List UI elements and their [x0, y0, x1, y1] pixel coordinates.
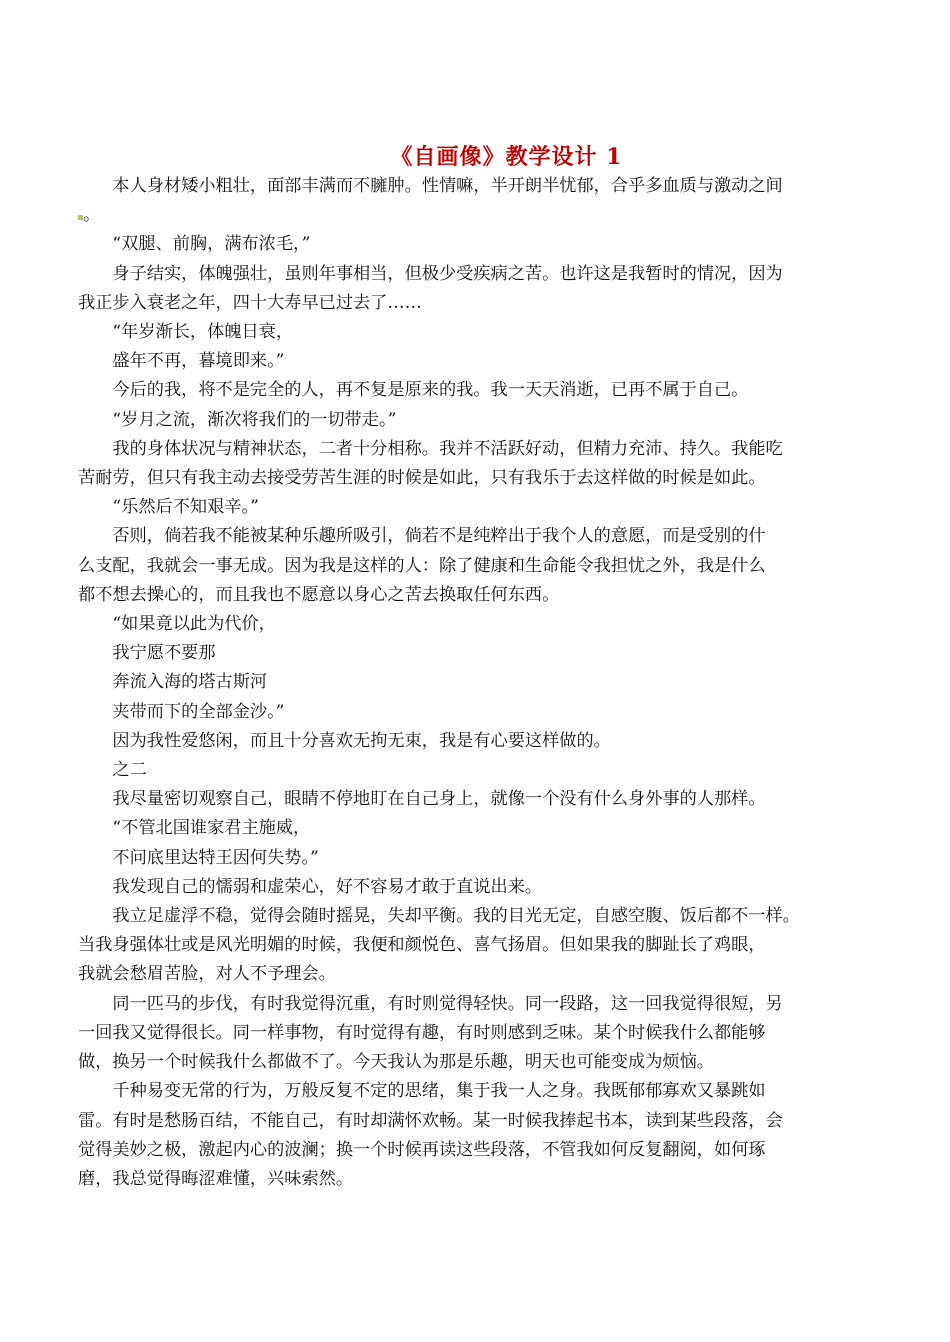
paragraph-line: 磨，我总觉得晦涩难懂，兴味索然。	[78, 1168, 354, 1189]
paragraph-line: 我尽量密切观察自己，眼睛不停地盯在自己身上，就像一个没有什么身外事的人那样。	[112, 789, 766, 810]
paragraph-line: 我立足虚浮不稳，觉得会随时摇晃，失却平衡。我的目光无定，自感空腹、饭后都不一样。	[112, 906, 800, 927]
document-title: 《自画像》教学设计 1	[390, 144, 623, 170]
paragraph-line	[78, 201, 883, 230]
paragraph-line: 我发现自己的懦弱和虚荣心，好不容易才敢于直说出来。	[112, 876, 543, 897]
quote-line: 我宁愿不要那	[112, 643, 216, 664]
paragraph-line: 因为我性爱悠闲，而且十分喜欢无拘无束，我是有心要这样做的。	[112, 730, 611, 751]
paragraph-line: 今后的我，将不是完全的人，再不复是原来的我。我一天天消逝，已再不属于自己。	[112, 380, 749, 401]
paragraph-line: 一回我又觉得很长。同一样事物，有时觉得有趣，有时则感到乏味。某个时候我什么都能够	[78, 1022, 766, 1043]
paragraph-line: 觉得美妙之极，激起内心的波澜；换一个时候再读这些段落，不管我如何反复翻阅，如何琢	[78, 1139, 766, 1160]
paragraph-line: 身子结实，体魄强壮，虽则年事相当，但极少受疾病之苦。也许这是我暂时的情况，因为	[112, 263, 783, 284]
quote-line: 奔流入海的塔古斯河	[112, 672, 268, 693]
quote-line: 不问底里达特王因何失势。”	[112, 847, 319, 868]
quote-line: “岁月之流，渐次将我们的一切带走。”	[112, 409, 397, 430]
quote-line: “如果竟以此为代价，	[112, 614, 276, 635]
paragraph-line: 我就会愁眉苦脸，对人不予理会。	[78, 964, 336, 985]
quote-line: “不管北国谁家君主施威，	[112, 818, 311, 839]
section-heading: 之二	[112, 760, 147, 781]
paragraph-line: 本人身材矮小粗壮，面部丰满而不臃肿。性情嘛，半开朗半忧郁，合乎多血质与激动之间	[112, 176, 783, 196]
paragraph-line: 做，换另一个时候我什么都做不了。今天我认为那是乐趣，明天也可能变成为烦恼。	[78, 1052, 714, 1073]
paragraph-line: 我的身体状况与精神状态，二者十分相称。我并不活跃好动，但精力充沛、持久。我能吃	[112, 438, 783, 459]
paragraph-line: 当我身强体壮或是风光明媚的时候，我便和颜悦色、喜气扬眉。但如果我的脚趾长了鸡眼，	[78, 935, 766, 956]
quote-line: “乐然后不知艰辛。”	[112, 497, 259, 518]
paragraph-line: 我正步入衰老之年，四十大寿早已过去了……	[78, 292, 422, 313]
quote-line: “年岁渐长，体魄日衰，	[112, 322, 294, 343]
quote-line: 夹带而下的全部金沙。”	[112, 701, 285, 722]
quote-line: 盛年不再，暮境即来。”	[112, 351, 285, 372]
quote-line: “双腿、前胸，满布浓毛，”	[112, 234, 311, 255]
document-body	[78, 172, 883, 1194]
paragraph-line: 同一匹马的步伐，有时我觉得沉重，有时则觉得轻快。同一段路，这一回我觉得很短，另	[112, 993, 783, 1014]
paragraph-line: 千种易变无常的行为，万般反复不定的思绪，集于我一人之身。我既郁郁寡欢又暴跳如	[112, 1081, 766, 1102]
paragraph-line: 都不想去操心的，而且我也不愿意以身心之苦去换取任何东西。	[78, 584, 560, 605]
paragraph-line: 苦耐劳，但只有我主动去接受劳苦生涯的时候是如此，只有我乐于去这样做的时候是如此。	[78, 468, 766, 489]
paragraph-line: 么支配，我就会一事无成。因为我是这样的人：除了健康和生命能令我担忧之外，我是什么	[78, 555, 766, 576]
paragraph-line: 雷。有时是愁肠百结，不能自己，有时却满怀欢畅。某一时候我捧起书本，读到某些段落，会	[78, 1110, 783, 1131]
paragraph-line: 否则，倘若我不能被某种乐趣所吸引，倘若不是纯粹出于我个人的意愿，而是受别的什	[112, 526, 766, 547]
paragraph-line-text: 。	[83, 205, 101, 226]
